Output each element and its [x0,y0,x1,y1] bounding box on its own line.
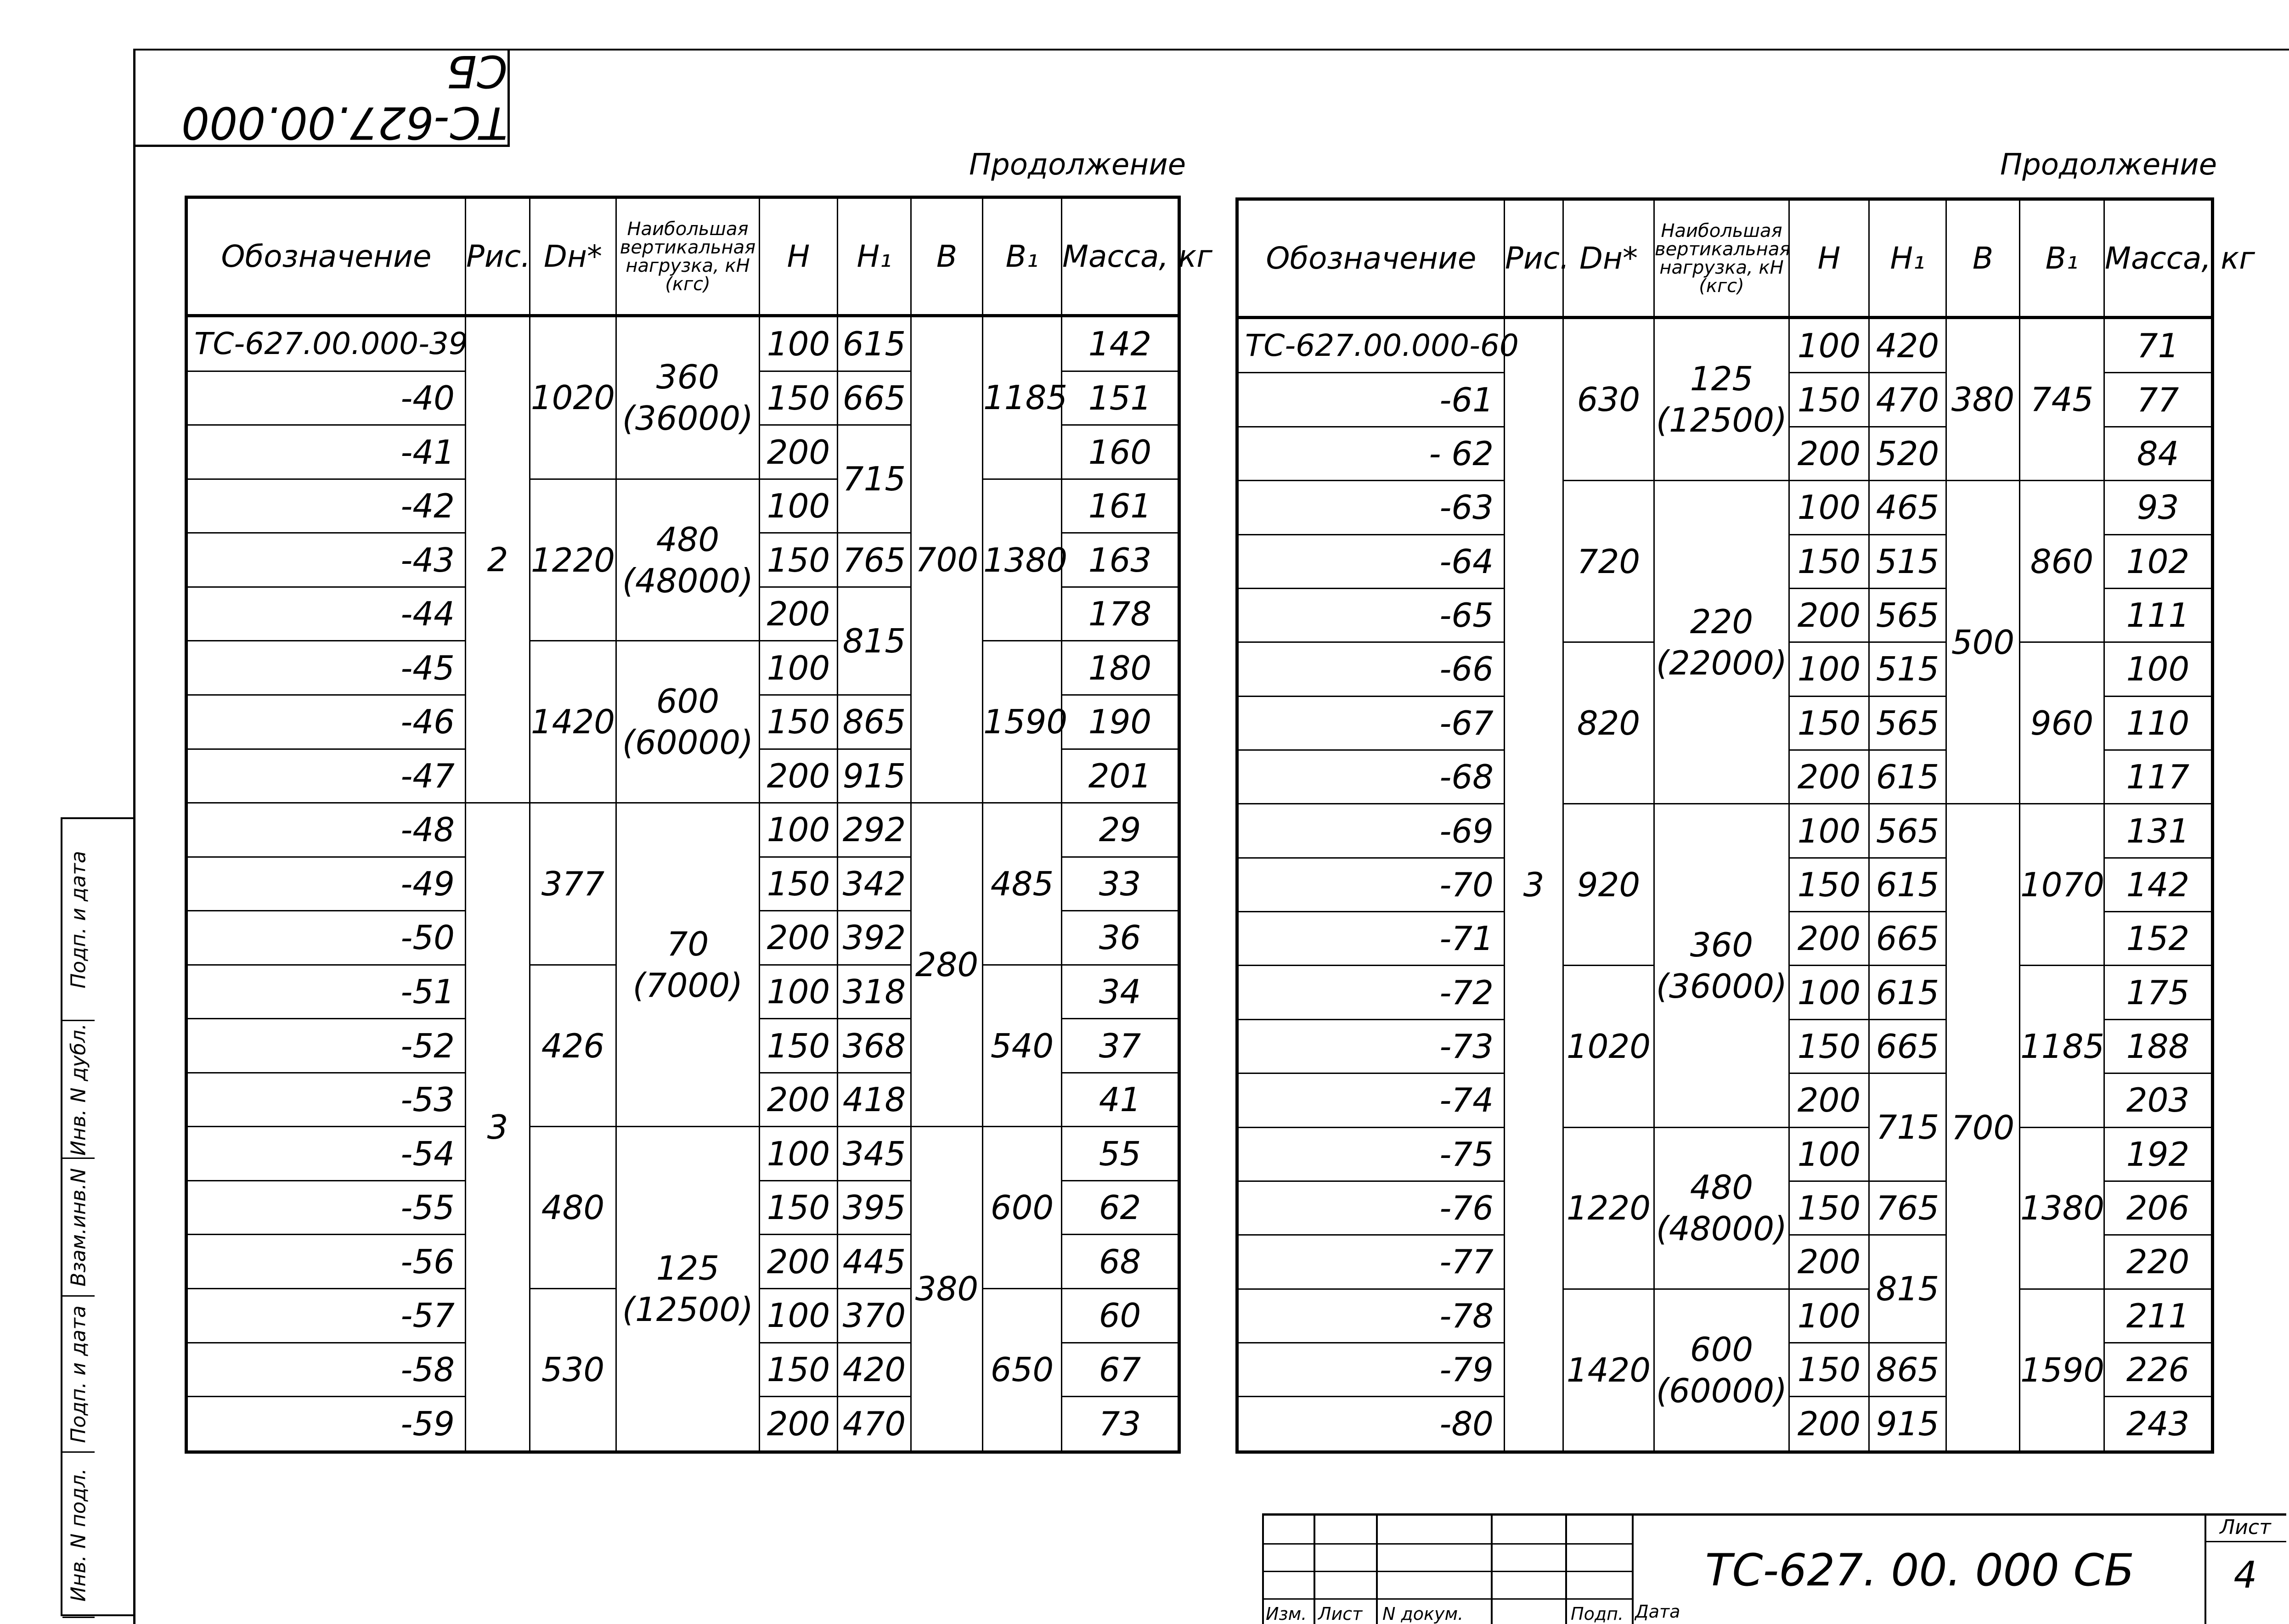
designation-cell: ТС-627.00.000-39 [186,316,466,371]
mass-cell: 203 [2104,1073,2213,1127]
table-row [186,316,1179,371]
right-header-figure: Рис. [1505,199,1563,318]
h-cell: 200 [1789,912,1869,966]
load-cell: 600 (60000) [1654,1289,1789,1452]
h1-cell: 418 [838,1073,911,1127]
h1-cell: 665 [1869,912,1946,966]
h-cell: 150 [1789,696,1869,750]
designation-cell: ТС-627.00.000-60 [1237,318,1505,373]
b1-cell: 540 [983,965,1062,1127]
side-strip-cell [62,1159,95,1297]
dn-cell: 630 [1563,318,1654,481]
mass-cell: 68 [1062,1235,1179,1289]
table-row [186,641,1179,695]
designation-cell: -75 [1237,1127,1505,1181]
side-approval-strip [61,817,134,1616]
table-row [1237,1289,2213,1343]
right-header-row [1237,199,2213,318]
mass-cell: 152 [2104,912,2213,966]
designation-cell: -61 [1237,373,1505,427]
h1-cell: 765 [1869,1181,1946,1235]
load-cell: 220 (22000) [1654,481,1789,804]
side-strip-label: Подп. и дата [67,850,90,989]
h-cell: 100 [760,479,838,533]
designation-cell: -51 [186,965,466,1019]
designation-cell: -67 [1237,696,1505,750]
h1-cell: 565 [1869,696,1946,750]
dn-cell: 480 [530,1127,616,1289]
b1-cell: 860 [2020,481,2104,642]
h1-cell: 715 [1869,1073,1946,1181]
left-header-mass: Масса, кг [1062,197,1179,316]
h1-cell: 342 [838,857,911,911]
b1-cell: 485 [983,803,1062,965]
h1-cell: 292 [838,803,911,857]
h-cell: 150 [760,533,838,587]
h1-cell: 465 [1869,481,1946,534]
mass-cell: 211 [2104,1289,2213,1343]
h-cell: 200 [760,587,838,641]
h-cell: 150 [1789,534,1869,588]
load-cell: 360 (36000) [1654,804,1789,1127]
figure-cell: 3 [1505,318,1563,1452]
mass-cell: 93 [2104,481,2213,534]
mass-cell: 151 [1062,371,1179,425]
h-cell: 200 [760,425,838,479]
designation-cell: -48 [186,803,466,857]
spec-table-right [1235,197,2255,1454]
document-number-label: N докум. [1382,1604,1464,1624]
mass-cell: 142 [2104,858,2213,911]
h1-cell: 615 [838,316,911,371]
dn-cell: 720 [1563,481,1654,642]
designation-cell: -45 [186,641,466,695]
load-cell: 600 (60000) [616,641,760,803]
mass-cell: 161 [1062,479,1179,533]
designation-cell: -47 [186,749,466,803]
mass-cell: 220 [2104,1235,2213,1289]
dn-cell: 426 [530,965,616,1127]
h-cell: 100 [1789,318,1869,373]
dn-cell: 1220 [1563,1127,1654,1289]
designation-cell: -79 [1237,1343,1505,1396]
b1-cell: 960 [2020,642,2104,804]
h-cell: 100 [760,316,838,371]
h1-cell: 395 [838,1180,911,1235]
h1-cell: 665 [838,371,911,425]
mass-cell: 84 [2104,427,2213,480]
b-cell: 500 [1946,481,2020,804]
mass-cell: 110 [2104,696,2213,750]
h-cell: 200 [1789,750,1869,804]
mass-cell: 160 [1062,425,1179,479]
h-cell: 200 [1789,1073,1869,1127]
mass-cell: 73 [1062,1397,1179,1452]
mass-cell: 41 [1062,1073,1179,1127]
designation-cell: -78 [1237,1289,1505,1343]
h1-cell: 615 [1869,750,1946,804]
designation-cell: -70 [1237,858,1505,911]
designation-cell: -54 [186,1127,466,1181]
mass-cell: 178 [1062,587,1179,641]
mass-cell: 34 [1062,965,1179,1019]
h-cell: 100 [1789,642,1869,696]
h1-cell: 565 [1869,804,1946,858]
h-cell: 150 [1789,1343,1869,1396]
mass-cell: 163 [1062,533,1179,587]
h1-cell: 318 [838,965,911,1019]
table-row [186,1127,1179,1181]
h-cell: 200 [1789,1397,1869,1452]
mass-cell: 33 [1062,857,1179,911]
right-header-h: Н [1789,199,1869,318]
designation-cell: -69 [1237,804,1505,858]
h1-cell: 865 [1869,1343,1946,1396]
dn-cell: 530 [530,1288,616,1452]
h-cell: 100 [1789,1127,1869,1181]
mass-cell: 131 [2104,804,2213,858]
dn-cell: 1420 [530,641,616,803]
figure-cell: 3 [466,803,530,1452]
rotated-code-stamp [133,45,510,148]
h-cell: 200 [760,911,838,965]
stamp-code: ТС-627.00.000 СБ [181,45,507,148]
b1-cell: 1070 [2020,804,2104,966]
h1-cell: 915 [1869,1397,1946,1452]
right-header-h1: Н₁ [1869,199,1946,318]
designation-cell: -73 [1237,1019,1505,1073]
designation-cell: -57 [186,1288,466,1343]
mass-cell: 117 [2104,750,2213,804]
h1-cell: 565 [1869,588,1946,642]
h1-cell: 445 [838,1235,911,1289]
side-strip-cell [62,1297,95,1453]
h-cell: 150 [760,1343,838,1397]
designation-cell: -55 [186,1180,466,1235]
h1-cell: 370 [838,1288,911,1343]
designation-cell: -42 [186,479,466,533]
side-strip-label: Инв. N дубл. [67,1023,90,1156]
designation-cell: -49 [186,857,466,911]
mass-cell: 201 [1062,749,1179,803]
h1-cell: 865 [838,695,911,749]
designation-cell: -53 [186,1073,466,1127]
designation-cell: -72 [1237,966,1505,1019]
b-cell: 700 [1946,804,2020,1452]
h-cell: 200 [760,1235,838,1289]
spec-table-left [185,196,1212,1454]
mass-cell: 188 [2104,1019,2213,1073]
left-header-b1: В₁ [983,197,1062,316]
mass-cell: 67 [1062,1343,1179,1397]
designation-cell: -77 [1237,1235,1505,1289]
left-header-load: Наибольшая вертикальная нагрузка, кН (кгс) [616,197,760,316]
designation-cell: -71 [1237,912,1505,966]
b-cell: 700 [911,316,983,803]
b-cell: 380 [1946,318,2020,481]
designation-cell: -66 [1237,642,1505,696]
h-cell: 100 [760,1288,838,1343]
left-header-designation: Обозначение [186,197,466,316]
dn-cell: 1020 [530,316,616,479]
mass-cell: 37 [1062,1019,1179,1073]
h1-cell: 470 [838,1397,911,1452]
h-cell: 200 [760,749,838,803]
load-cell: 125 (12500) [1654,318,1789,481]
h-cell: 150 [760,371,838,425]
h1-cell: 520 [1869,427,1946,480]
h-cell: 100 [760,803,838,857]
h1-cell: 665 [1869,1019,1946,1073]
left-header-h: Н [760,197,838,316]
right-header-b: В [1946,199,2020,318]
designation-cell: -56 [186,1235,466,1289]
h-cell: 100 [760,1127,838,1181]
left-header-row [186,197,1179,316]
h1-cell: 815 [838,587,911,695]
load-cell: 125 (12500) [616,1127,760,1452]
h1-cell: 915 [838,749,911,803]
mass-cell: 71 [2104,318,2213,373]
date-label: Дата [1635,1602,1680,1622]
table-row [1237,481,2213,534]
designation-cell: -63 [1237,481,1505,534]
table-row [1237,804,2213,858]
dn-cell: 1020 [1563,966,1654,1127]
designation-cell: -52 [186,1019,466,1073]
h-cell: 100 [760,641,838,695]
sheet-label: Лист [2204,1513,2286,1542]
right-header-b1: В₁ [2020,199,2104,318]
b-cell: 280 [911,803,983,1127]
h-cell: 150 [1789,1019,1869,1073]
mass-cell: 29 [1062,803,1179,857]
dn-cell: 377 [530,803,616,965]
mass-cell: 243 [2104,1397,2213,1452]
h1-cell: 420 [1869,318,1946,373]
h-cell: 200 [1789,1235,1869,1289]
side-strip-label: Подп. и дата [67,1305,90,1443]
h-cell: 150 [760,1180,838,1235]
table-row [186,479,1179,533]
h1-cell: 515 [1869,534,1946,588]
mass-cell: 100 [2104,642,2213,696]
h1-cell: 765 [838,533,911,587]
b1-cell: 1380 [983,479,1062,641]
dn-cell: 820 [1563,642,1654,804]
side-strip-cell [62,1021,95,1159]
h1-cell: 470 [1869,373,1946,427]
title-block-code: ТС-627. 00. 000 СБ [1705,1545,2135,1596]
b1-cell: 1380 [2020,1127,2104,1289]
h1-cell: 392 [838,911,911,965]
load-cell: 360 (36000) [616,316,760,479]
mass-cell: 175 [2104,966,2213,1019]
left-header-dn: Dн* [530,197,616,316]
b1-cell: 1590 [2020,1289,2104,1452]
mass-cell: 180 [1062,641,1179,695]
designation-cell: -80 [1237,1397,1505,1452]
designation-cell: -65 [1237,588,1505,642]
h-cell: 200 [1789,588,1869,642]
table-row [1237,318,2213,373]
continuation-label-left: Продолжение [969,148,1186,182]
h-cell: 150 [760,695,838,749]
h-cell: 150 [1789,858,1869,911]
h1-cell: 715 [838,425,911,533]
h-cell: 150 [760,857,838,911]
table-row [1237,1127,2213,1181]
signature-label: Подп. [1571,1604,1624,1624]
table-row [186,803,1179,857]
continuation-label-right: Продолжение [2000,148,2217,182]
side-strip-label: Инв. N подл. [67,1468,90,1602]
b1-cell: 650 [983,1288,1062,1452]
h-cell: 200 [760,1073,838,1127]
right-header-dn: Dн* [1563,199,1654,318]
left-header-h1: Н₁ [838,197,911,316]
mass-cell: 226 [2104,1343,2213,1396]
mass-cell: 111 [2104,588,2213,642]
load-cell: 480 (48000) [616,479,760,641]
mass-cell: 62 [1062,1180,1179,1235]
mass-cell: 77 [2104,373,2213,427]
mass-cell: 206 [2104,1181,2213,1235]
h1-cell: 615 [1869,966,1946,1019]
dn-cell: 1220 [530,479,616,641]
left-header-b: В [911,197,983,316]
h-cell: 200 [760,1397,838,1452]
designation-cell: - 62 [1237,427,1505,480]
designation-cell: -43 [186,533,466,587]
designation-cell: -58 [186,1343,466,1397]
h-cell: 100 [1789,966,1869,1019]
designation-cell: -76 [1237,1181,1505,1235]
mass-cell: 192 [2104,1127,2213,1181]
mass-cell: 60 [1062,1288,1179,1343]
h-cell: 150 [760,1019,838,1073]
side-strip-label: Взам.инв.N [67,1168,90,1287]
designation-cell: -64 [1237,534,1505,588]
b-cell: 380 [911,1127,983,1452]
figure-cell: 2 [466,316,530,803]
designation-cell: -46 [186,695,466,749]
designation-cell: -40 [186,371,466,425]
h-cell: 100 [1789,1289,1869,1343]
b1-cell: 745 [2020,318,2104,481]
side-strip-cell [62,819,95,1021]
designation-cell: -50 [186,911,466,965]
side-strip-cell [62,1453,95,1618]
right-header-load: Наибольшая вертикальная нагрузка, кН (кгс) [1654,199,1789,318]
b1-cell: 1185 [983,316,1062,479]
mass-cell: 102 [2104,534,2213,588]
h-cell: 100 [1789,804,1869,858]
revision-label: Изм. [1266,1604,1307,1624]
right-header-designation: Обозначение [1237,199,1505,318]
designation-cell: -44 [186,587,466,641]
dn-cell: 920 [1563,804,1654,966]
designation-cell: -59 [186,1397,466,1452]
mass-cell: 55 [1062,1127,1179,1181]
right-header-mass: Масса, кг [2104,199,2213,318]
mass-cell: 190 [1062,695,1179,749]
h-cell: 100 [760,965,838,1019]
mass-cell: 142 [1062,316,1179,371]
load-cell: 70 (7000) [616,803,760,1127]
h-cell: 150 [1789,1181,1869,1235]
left-header-figure: Рис. [466,197,530,316]
b1-cell: 1590 [983,641,1062,803]
b1-cell: 1185 [2020,966,2104,1127]
h1-cell: 368 [838,1019,911,1073]
h1-cell: 420 [838,1343,911,1397]
dn-cell: 1420 [1563,1289,1654,1452]
h-cell: 100 [1789,481,1869,534]
sheet-col-label: Лист [1318,1604,1363,1624]
load-cell: 480 (48000) [1654,1127,1789,1289]
h1-cell: 515 [1869,642,1946,696]
sheet-number: 4 [2233,1553,2257,1596]
b1-cell: 600 [983,1127,1062,1289]
designation-cell: -74 [1237,1073,1505,1127]
h-cell: 200 [1789,427,1869,480]
h1-cell: 345 [838,1127,911,1181]
mass-cell: 36 [1062,911,1179,965]
designation-cell: -41 [186,425,466,479]
designation-cell: -68 [1237,750,1505,804]
h1-cell: 615 [1869,858,1946,911]
h-cell: 150 [1789,373,1869,427]
h1-cell: 815 [1869,1235,1946,1343]
